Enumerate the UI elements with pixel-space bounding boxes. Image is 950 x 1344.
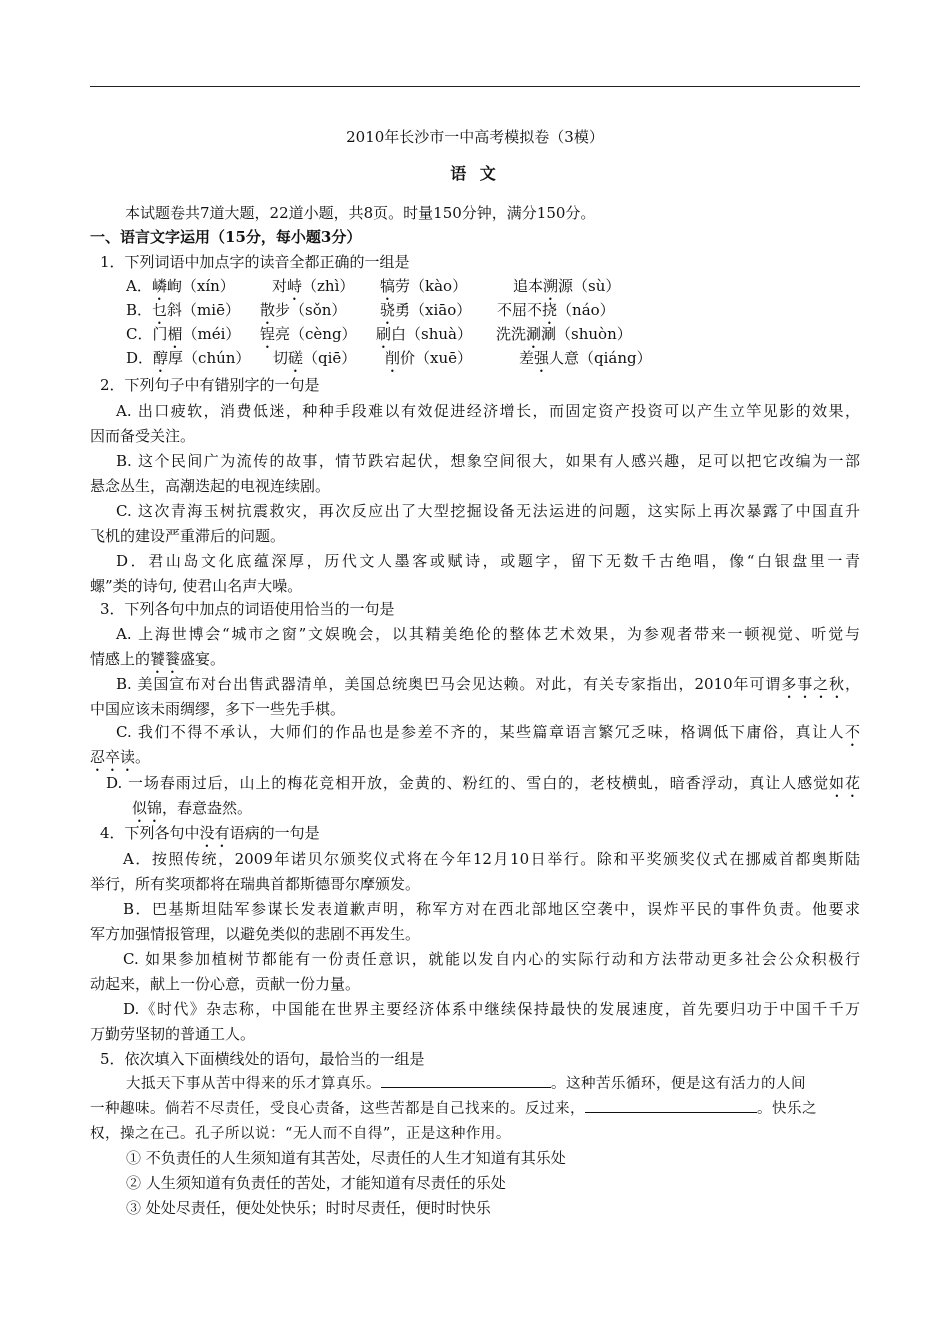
q1-b-word2: 散步（sǒn） — [260, 301, 347, 319]
section-heading: 一、语言文字运用（15分，每小题3分） — [90, 228, 362, 246]
subject-title: 语 文 — [450, 164, 500, 183]
q4-option-a-cont: 举行，所有奖项都将在瑞典首都斯德哥尔摩颁发。 — [90, 875, 421, 893]
q1-c-word3: 刷白（shuà） — [376, 325, 472, 343]
q4-option-d-cont: 万勤劳坚韧的普通工人。 — [90, 1025, 256, 1043]
q5-passage-line3: 权，操之在己。孔子所以说：“无人而不自得”，正是这种作用。 — [90, 1126, 511, 1142]
q3-option-a-cont: 情感上的饕餮盛宴。 — [90, 650, 226, 668]
q5-choice-2: ② 人生须知道有负责任的苦处，才能知道有尽责任的乐处 — [126, 1174, 506, 1192]
q3-option-b: B. 美国宣布对台出售武器清单，美国总统奥巴马会见达赖。对此，有关专家指出，2010年可谓多事之秋， — [116, 675, 860, 693]
q1-option-c: C．门楣（méi） — [126, 325, 241, 343]
q5-choice-3: ③ 处处尽责任，便处处快乐；时时尽责任，便时时快乐 — [126, 1199, 491, 1217]
q1-stem: 1．下列词语中加点字的读音全都正确的一组是 — [100, 253, 410, 271]
q1-c-word4: 洗洗涮涮（shuòn） — [496, 325, 632, 343]
q2-option-a-cont: 因而备受关注。 — [90, 427, 196, 445]
q3-option-c: C. 我们不得不承认，大师们的作品也是参差不齐的，某些篇章语言繁冗乏味，格调低下庸俗，真让人不 — [116, 723, 860, 741]
q3-stem: 3．下列各句中加点的词语使用恰当的一句是 — [100, 600, 395, 618]
q2-option-a: A. 出口疲软，消费低迷，种种手段难以有效促进经济增长，而固定资产投资可以产生立竿见影的效果， — [116, 402, 860, 420]
q4-option-b: B．巴基斯坦陆军参谋长发表道歉声明，称军方对在西北部地区空袭中，误炸平民的事件负责。他要求 — [123, 900, 860, 918]
q4-option-c: C. 如果参加植树节都能有一份责任意识，就能以发自内心的实际行动和方法带动更多社会公众积极行 — [123, 950, 860, 968]
q5-blank-1[interactable] — [381, 1073, 551, 1088]
q5-stem: 5．依次填入下面横线处的语句，最恰当的一组是 — [100, 1050, 425, 1068]
q5-passage-line2: 一种趣味。倘若不尽责任，受良心责备，这些苦都是自己找来的。反过来， 。快乐之 — [90, 1098, 817, 1120]
q2-stem: 2．下列句子中有错别字的一句是 — [100, 376, 320, 394]
q4-option-c-cont: 动起来，献上一份心意，贡献一份力量。 — [90, 975, 361, 993]
q5-choice-1: ① 不负责任的人生须知道有其苦处，尽责任的人生才知道有其乐处 — [126, 1149, 566, 1167]
q1-option-d: D．醇厚（chún） — [126, 349, 251, 367]
q1-c-word2: 锃亮（cèng） — [260, 325, 357, 343]
q2-option-d: D．君山岛文化底蕴深厚，历代文人墨客或赋诗，或题字，留下无数千古绝唱，像“白银盘里一青 — [116, 552, 860, 570]
q3-option-b-cont: 中国应该未雨绸缪，多下一些先手棋。 — [90, 700, 346, 718]
q1-d-word4: 差强人意（qiáng） — [519, 349, 652, 367]
q2-option-b-cont: 悬念丛生，高潮迭起的电视连续剧。 — [90, 477, 331, 495]
q4-option-b-cont: 军方加强情报管理，以避免类似的悲剧不再发生。 — [90, 925, 421, 943]
q3-option-c-cont: 忍卒读。 — [90, 748, 151, 766]
q2-option-c: C. 这次青海玉树抗震救灾，再次反应出了大型挖掘设备无法运进的问题，这实际上再次暴露了中国直升 — [116, 502, 860, 520]
q3-option-d-cont: 似锦，春意盎然。 — [132, 799, 253, 817]
q5-passage-line1: 大抵天下事从苦中得来的乐才算真乐。 。这种苦乐循环，便是这有活力的人间 — [126, 1073, 806, 1095]
q2-option-d-cont: 螺”类的诗句, 使君山名声大噪。 — [90, 577, 303, 595]
q1-b-word4: 不屈不挠（náo） — [497, 301, 615, 319]
header-rule — [90, 86, 860, 87]
q1-a-word4: 追本溯源（sù） — [513, 277, 621, 295]
q1-d-word2: 切磋（qiē） — [273, 349, 357, 367]
q4-stem: 4．下列各句中没有语病的一句是 — [100, 824, 320, 842]
q4-option-d: D.《时代》杂志称，中国能在世界主要经济体系中继续保持最快的发展速度，首先要归功于中国千千万 — [123, 1000, 860, 1018]
q1-a-word2: 对峙（zhì） — [272, 277, 355, 295]
q2-option-b: B. 这个民间广为流传的故事，情节跌宕起伏，想象空间很大，如果有人感兴趣，足可以把它改编为一部 — [116, 452, 860, 470]
q1-option-a: A．嶙峋（xín） — [126, 277, 235, 295]
q1-d-word3: 削价（xuē） — [385, 349, 473, 367]
exam-intro: 本试题卷共7道大题，22道小题，共8页。时量150分钟，满分150分。 — [125, 204, 596, 222]
exam-title: 2010年长沙市一中高考模拟卷（3模） — [346, 128, 604, 146]
q1-b-word3: 骁勇（xiāo） — [380, 301, 472, 319]
q2-option-c-cont: 飞机的建设严重滞后的问题。 — [90, 527, 286, 545]
q5-blank-2[interactable] — [585, 1098, 757, 1113]
q1-option-b: B．乜斜（miē） — [126, 301, 240, 319]
q3-option-a: A. 上海世博会“城市之窗”文娱晚会，以其精美绝伦的整体艺术效果，为参观者带来一顿视觉、听觉与 — [116, 625, 860, 643]
q4-option-a: A．按照传统，2009年诺贝尔颁奖仪式将在今年12月10日举行。除和平奖颁奖仪式在挪威首都奥斯陆 — [123, 850, 860, 868]
q3-option-d: D. 一场春雨过后，山上的梅花竞相开放，金黄的、粉红的、雪白的，老枝横虬，暗香浮动，真让人感觉如花 — [106, 774, 860, 792]
q1-a-word3: 犒劳（kào） — [380, 277, 468, 295]
